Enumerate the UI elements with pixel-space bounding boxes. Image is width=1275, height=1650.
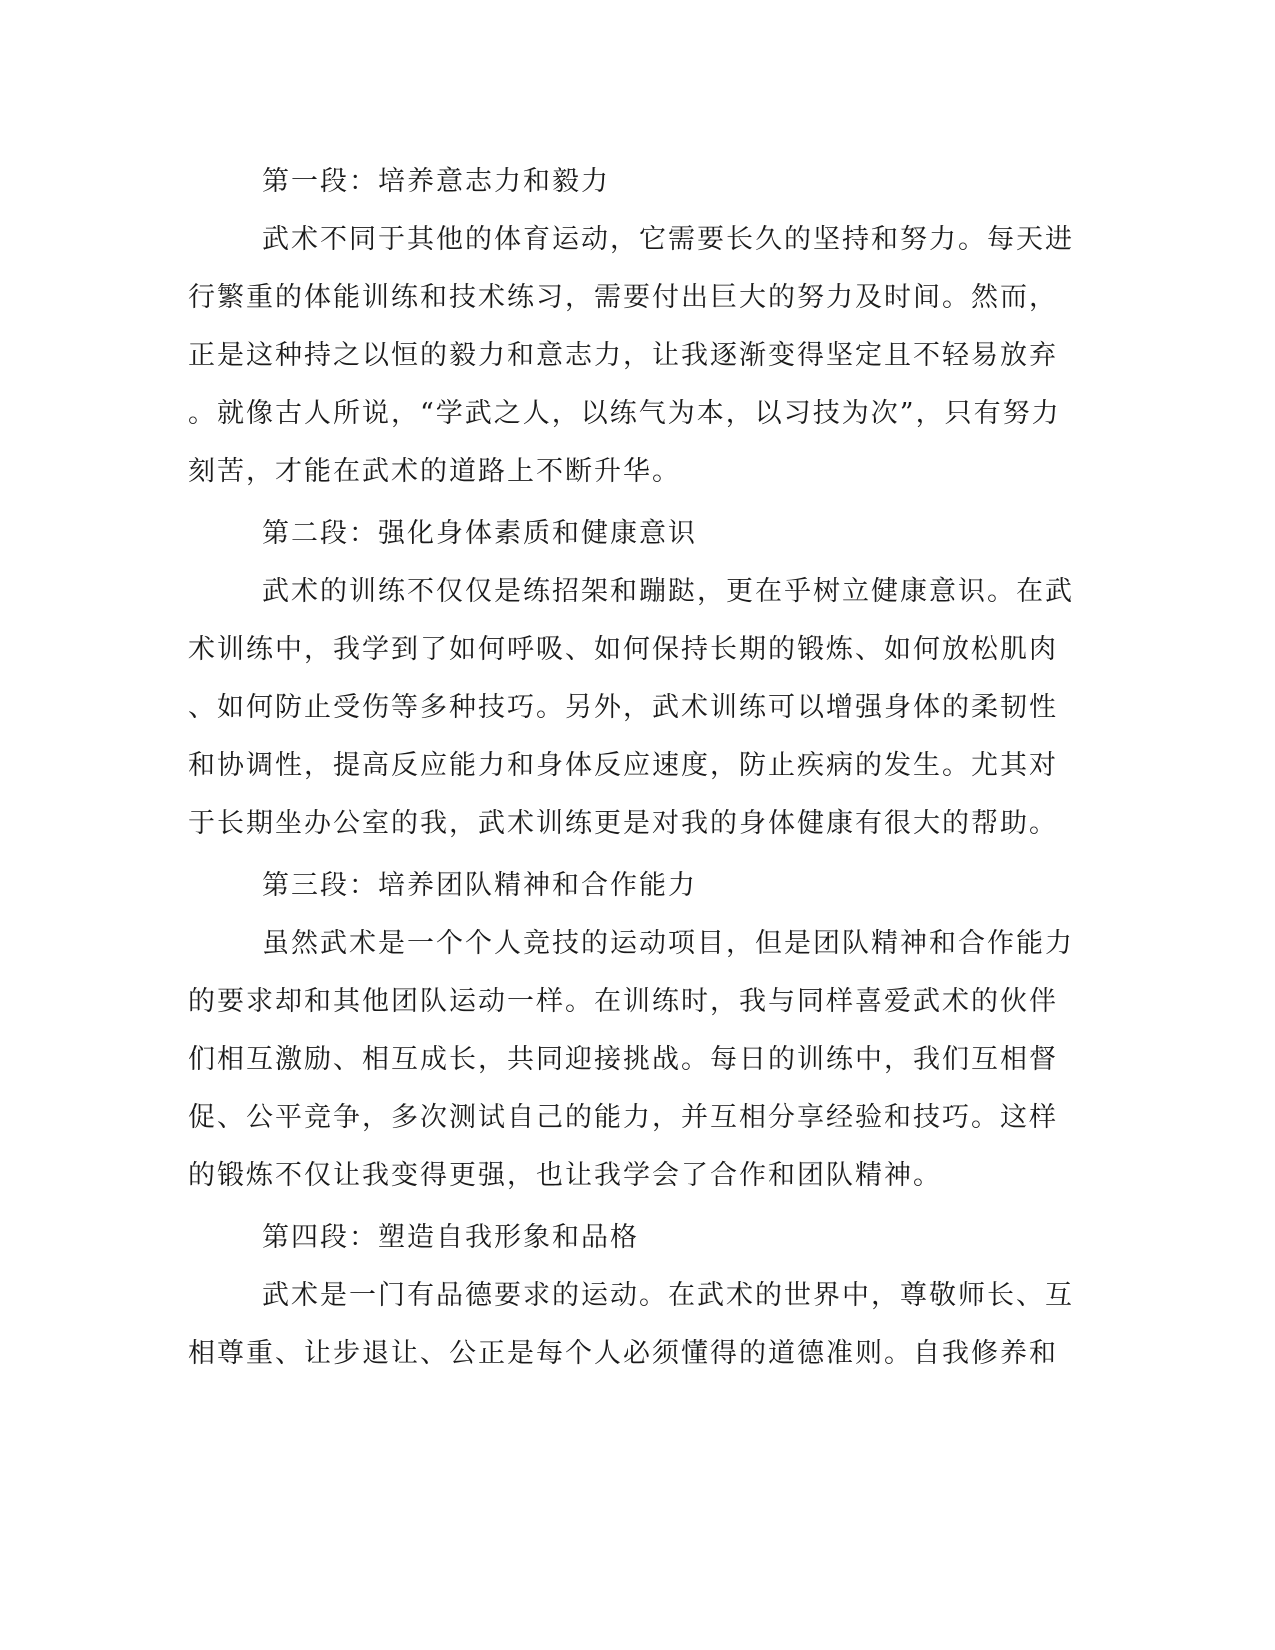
paragraph-line: 正是这种持之以恒的毅力和意志力，让我逐渐变得坚定且不轻易放弃 bbox=[188, 340, 1058, 371]
paragraph-line: 和协调性，提高反应能力和身体反应速度，防止疾病的发生。尤其对 bbox=[188, 750, 1058, 781]
section-heading-3: 第三段：培养团队精神和合作能力 bbox=[262, 870, 697, 901]
paragraph-line: 行繁重的体能训练和技术练习，需要付出巨大的努力及时间。然而， bbox=[188, 282, 1058, 313]
section-heading-1: 第一段：培养意志力和毅力 bbox=[262, 166, 610, 197]
paragraph-line: 武术的训练不仅仅是练招架和蹦跶，更在乎树立健康意识。在武 bbox=[262, 576, 1074, 607]
paragraph-line: 、如何防止受伤等多种技巧。另外，武术训练可以增强身体的柔韧性 bbox=[188, 692, 1058, 723]
paragraph-line: 的锻炼不仅让我变得更强，也让我学会了合作和团队精神。 bbox=[188, 1160, 942, 1191]
paragraph-line: 武术不同于其他的体育运动，它需要长久的坚持和努力。每天进 bbox=[262, 224, 1074, 255]
paragraph-line: 们相互激励、相互成长，共同迎接挑战。每日的训练中，我们互相督 bbox=[188, 1044, 1058, 1075]
paragraph-line: 的要求却和其他团队运动一样。在训练时，我与同样喜爱武术的伙伴 bbox=[188, 986, 1058, 1017]
paragraph-line: 促、公平竞争，多次测试自己的能力，并互相分享经验和技巧。这样 bbox=[188, 1102, 1058, 1133]
paragraph-line: 。就像古人所说，“学武之人，以练气为本，以习技为次”，只有努力 bbox=[188, 398, 1061, 429]
paragraph-line: 术训练中，我学到了如何呼吸、如何保持长期的锻炼、如何放松肌肉 bbox=[188, 634, 1058, 665]
section-heading-4: 第四段：塑造自我形象和品格 bbox=[262, 1222, 639, 1253]
paragraph-line: 武术是一门有品德要求的运动。在武术的世界中，尊敬师长、互 bbox=[262, 1280, 1074, 1311]
section-heading-2: 第二段：强化身体素质和健康意识 bbox=[262, 518, 697, 549]
paragraph-line: 相尊重、让步退让、公正是每个人必须懂得的道德准则。自我修养和 bbox=[188, 1338, 1058, 1369]
paragraph-line: 虽然武术是一个个人竞技的运动项目，但是团队精神和合作能力 bbox=[262, 928, 1074, 959]
paragraph-line: 刻苦，才能在武术的道路上不断升华。 bbox=[188, 456, 681, 487]
paragraph-line: 于长期坐办公室的我，武术训练更是对我的身体健康有很大的帮助。 bbox=[188, 808, 1058, 839]
